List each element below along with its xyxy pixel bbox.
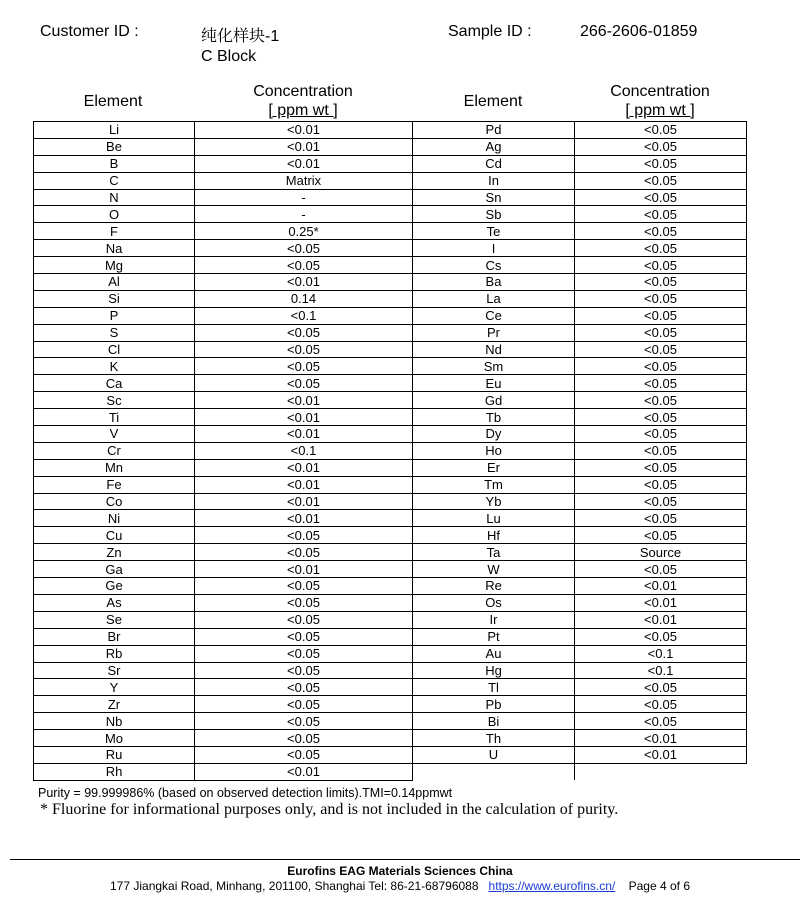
element-cell: Sn xyxy=(413,189,575,206)
concentration-cell: <0.05 xyxy=(575,206,747,223)
element-cell: Co xyxy=(34,493,195,510)
element-cell: Ho xyxy=(413,442,575,459)
concentration-cell: <0.05 xyxy=(575,240,747,257)
purity-statement: Purity = 99.999986% (based on observed detection limits).TMI=0.14ppmwt xyxy=(38,786,453,800)
concentration-cell: - xyxy=(195,206,413,223)
concentration-cell: <0.01 xyxy=(195,493,413,510)
concentration-cell: <0.05 xyxy=(195,679,413,696)
element-cell: Br xyxy=(34,628,195,645)
concentration-cell: <0.05 xyxy=(195,257,413,274)
element-cell: Pr xyxy=(413,324,575,341)
concentration-cell: <0.05 xyxy=(575,172,747,189)
table-row xyxy=(34,645,747,662)
element-cell: Lu xyxy=(413,510,575,527)
table-row xyxy=(34,290,747,307)
element-cell: Cd xyxy=(413,155,575,172)
element-cell: Cl xyxy=(34,341,195,358)
customer-id-label: Customer ID : xyxy=(40,23,139,40)
table-row xyxy=(34,138,747,155)
table-row xyxy=(34,628,747,645)
concentration-cell: <0.05 xyxy=(195,662,413,679)
element-cell: Cu xyxy=(34,527,195,544)
concentration-cell: <0.05 xyxy=(195,628,413,645)
element-cell: Nb xyxy=(34,713,195,730)
concentration-cell: <0.05 xyxy=(575,561,747,578)
element-cell: K xyxy=(34,358,195,375)
element-cell: Cs xyxy=(413,257,575,274)
element-concentration-table xyxy=(33,121,747,781)
element-cell: Dy xyxy=(413,426,575,443)
concentration-cell: <0.05 xyxy=(195,713,413,730)
table-row xyxy=(34,578,747,595)
table-row xyxy=(34,510,747,527)
concentration-cell: <0.05 xyxy=(575,324,747,341)
element-cell: Sm xyxy=(413,358,575,375)
element-cell: Hg xyxy=(413,662,575,679)
element-cell: Ge xyxy=(34,578,195,595)
element-cell: As xyxy=(34,594,195,611)
element-cell: P xyxy=(34,307,195,324)
table-row xyxy=(34,611,747,628)
element-cell: Mg xyxy=(34,257,195,274)
concentration-cell: <0.05 xyxy=(195,611,413,628)
footer-divider xyxy=(10,859,800,860)
element-cell: Eu xyxy=(413,375,575,392)
table-row xyxy=(34,274,747,291)
element-cell: I xyxy=(413,240,575,257)
element-cell: Sb xyxy=(413,206,575,223)
concentration-cell: <0.05 xyxy=(575,459,747,476)
table-row xyxy=(34,594,747,611)
concentration-cell: <0.05 xyxy=(195,730,413,747)
concentration-cell: <0.05 xyxy=(195,696,413,713)
element-cell: Bi xyxy=(413,713,575,730)
concentration-cell: <0.01 xyxy=(575,611,747,628)
table-row xyxy=(34,679,747,696)
concentration-cell: <0.05 xyxy=(575,476,747,493)
concentration-cell: <0.05 xyxy=(575,290,747,307)
element-cell: V xyxy=(34,426,195,443)
concentration-cell: <0.1 xyxy=(195,442,413,459)
table-row xyxy=(34,172,747,189)
element-cell: C xyxy=(34,172,195,189)
element-cell: Ru xyxy=(34,746,195,763)
table-row xyxy=(34,746,747,763)
element-cell: Au xyxy=(413,645,575,662)
element-cell: Tb xyxy=(413,409,575,426)
concentration-cell: 0.14 xyxy=(195,290,413,307)
element-cell: W xyxy=(413,561,575,578)
concentration-cell: <0.01 xyxy=(195,763,413,780)
element-cell: Sr xyxy=(34,662,195,679)
table-row xyxy=(34,307,747,324)
concentration-cell: <0.05 xyxy=(575,122,747,139)
element-cell: F xyxy=(34,223,195,240)
element-cell: Hf xyxy=(413,527,575,544)
element-cell: N xyxy=(34,189,195,206)
concentration-cell: - xyxy=(195,189,413,206)
element-cell: Pd xyxy=(413,122,575,139)
column-header-concentration-left xyxy=(194,82,412,120)
element-cell: Mo xyxy=(34,730,195,747)
concentration-cell: <0.01 xyxy=(575,578,747,595)
concentration-cell: <0.01 xyxy=(195,409,413,426)
element-cell: Rh xyxy=(34,763,195,780)
concentration-cell: <0.05 xyxy=(575,274,747,291)
concentration-cell: <0.01 xyxy=(575,594,747,611)
element-cell: Y xyxy=(34,679,195,696)
concentration-cell: <0.05 xyxy=(575,713,747,730)
concentration-cell: <0.01 xyxy=(575,730,747,747)
table-row xyxy=(34,189,747,206)
concentration-cell: <0.05 xyxy=(575,223,747,240)
concentration-cell: <0.01 xyxy=(195,155,413,172)
element-cell: Li xyxy=(34,122,195,139)
element-cell: Ir xyxy=(413,611,575,628)
concentration-cell: <0.05 xyxy=(575,493,747,510)
concentration-cell: <0.05 xyxy=(195,645,413,662)
element-cell: Cr xyxy=(34,442,195,459)
customer-id-value: 纯化样块-1 xyxy=(201,28,280,45)
table-row xyxy=(34,713,747,730)
element-cell: Pb xyxy=(413,696,575,713)
concentration-cell: <0.01 xyxy=(195,476,413,493)
table-row xyxy=(34,375,747,392)
footer-line xyxy=(0,879,800,893)
element-cell: S xyxy=(34,324,195,341)
concentration-cell: <0.05 xyxy=(195,358,413,375)
table-row xyxy=(34,122,747,139)
table-row xyxy=(34,459,747,476)
concentration-cell: <0.1 xyxy=(575,662,747,679)
table-row xyxy=(34,561,747,578)
concentration-cell: <0.05 xyxy=(195,544,413,561)
element-cell: Ga xyxy=(34,561,195,578)
concentration-cell: <0.05 xyxy=(575,189,747,206)
footer-page-number: Page 4 of 6 xyxy=(628,879,690,893)
table-row xyxy=(34,223,747,240)
concentration-cell: <0.05 xyxy=(195,594,413,611)
concentration-cell: <0.05 xyxy=(575,696,747,713)
concentration-cell: <0.05 xyxy=(575,138,747,155)
table-body xyxy=(34,122,747,781)
element-cell: Yb xyxy=(413,493,575,510)
concentration-cell xyxy=(575,763,747,780)
concentration-cell: <0.01 xyxy=(195,561,413,578)
concentration-cell: <0.05 xyxy=(195,240,413,257)
table-row xyxy=(34,476,747,493)
column-header-concentration-label: Concentration xyxy=(253,83,353,100)
table-row xyxy=(34,324,747,341)
table-row xyxy=(34,763,747,780)
column-header-concentration-right xyxy=(574,82,746,120)
element-cell: Re xyxy=(413,578,575,595)
concentration-cell: <0.05 xyxy=(575,155,747,172)
element-cell: Zr xyxy=(34,696,195,713)
concentration-cell: <0.05 xyxy=(575,358,747,375)
table-row xyxy=(34,206,747,223)
element-cell: B xyxy=(34,155,195,172)
footer-address: 177 Jiangkai Road, Minhang, 201100, Shanghai Tel: 86-21-68796088 xyxy=(110,879,479,893)
element-cell: Os xyxy=(413,594,575,611)
concentration-cell: <0.05 xyxy=(575,341,747,358)
element-cell: Si xyxy=(34,290,195,307)
column-header-concentration-label: Concentration xyxy=(610,83,710,100)
table-row xyxy=(34,662,747,679)
column-header-element-left: Element xyxy=(83,93,143,110)
element-cell: Te xyxy=(413,223,575,240)
sample-id-label: Sample ID : xyxy=(448,23,532,40)
footer-website-link[interactable]: https://www.eurofins.cn/ xyxy=(488,879,616,893)
concentration-cell: <0.05 xyxy=(575,510,747,527)
concentration-cell: <0.01 xyxy=(195,510,413,527)
element-cell: Ni xyxy=(34,510,195,527)
concentration-cell: <0.01 xyxy=(575,746,747,763)
column-header-element-right: Element xyxy=(463,93,523,110)
element-cell: Sc xyxy=(34,392,195,409)
table-row xyxy=(34,257,747,274)
concentration-cell: Source xyxy=(575,544,747,561)
table-row xyxy=(34,426,747,443)
column-header-unit: [ ppm wt ] xyxy=(625,102,695,119)
fluorine-footnote: * Fluorine for informational purposes only, and is not included in the calculation of purity. xyxy=(40,801,619,818)
table-row xyxy=(34,392,747,409)
concentration-cell: <0.05 xyxy=(195,375,413,392)
table-row xyxy=(34,493,747,510)
column-header-unit: [ ppm wt ] xyxy=(268,102,338,119)
concentration-cell: 0.25* xyxy=(195,223,413,240)
element-cell: Gd xyxy=(413,392,575,409)
element-cell: In xyxy=(413,172,575,189)
table-row xyxy=(34,544,747,561)
table-row xyxy=(34,442,747,459)
concentration-cell: <0.05 xyxy=(195,746,413,763)
element-cell: Rb xyxy=(34,645,195,662)
concentration-cell: Matrix xyxy=(195,172,413,189)
element-cell: Nd xyxy=(413,341,575,358)
concentration-cell: <0.05 xyxy=(195,527,413,544)
concentration-cell: <0.05 xyxy=(575,392,747,409)
table-row xyxy=(34,527,747,544)
table-row xyxy=(34,409,747,426)
element-cell: Ca xyxy=(34,375,195,392)
table-row xyxy=(34,155,747,172)
element-cell: Fe xyxy=(34,476,195,493)
concentration-cell: <0.01 xyxy=(195,274,413,291)
concentration-cell: <0.1 xyxy=(195,307,413,324)
concentration-cell: <0.05 xyxy=(195,578,413,595)
element-cell: Tl xyxy=(413,679,575,696)
element-cell: Ba xyxy=(413,274,575,291)
element-cell: Al xyxy=(34,274,195,291)
concentration-cell: <0.05 xyxy=(575,257,747,274)
element-cell xyxy=(413,763,575,780)
footer-company: Eurofins EAG Materials Sciences China xyxy=(287,864,513,878)
element-cell: Tm xyxy=(413,476,575,493)
concentration-cell: <0.1 xyxy=(575,645,747,662)
table-row xyxy=(34,240,747,257)
element-cell: Ce xyxy=(413,307,575,324)
concentration-cell: <0.05 xyxy=(575,426,747,443)
concentration-cell: <0.05 xyxy=(195,324,413,341)
concentration-cell: <0.05 xyxy=(575,409,747,426)
element-cell: Be xyxy=(34,138,195,155)
table-row xyxy=(34,358,747,375)
concentration-cell: <0.05 xyxy=(575,527,747,544)
table-row xyxy=(34,341,747,358)
concentration-cell: <0.05 xyxy=(575,375,747,392)
concentration-cell: <0.05 xyxy=(575,628,747,645)
concentration-cell: <0.05 xyxy=(575,307,747,324)
sample-id-value: 266-2606-01859 xyxy=(580,23,698,40)
concentration-cell: <0.01 xyxy=(195,122,413,139)
element-cell: Th xyxy=(413,730,575,747)
element-cell: Ti xyxy=(34,409,195,426)
table-row xyxy=(34,696,747,713)
concentration-cell: <0.01 xyxy=(195,138,413,155)
table-row xyxy=(34,730,747,747)
concentration-cell: <0.05 xyxy=(195,341,413,358)
element-cell: Zn xyxy=(34,544,195,561)
element-cell: Pt xyxy=(413,628,575,645)
element-cell: Ag xyxy=(413,138,575,155)
customer-id-value-line2: C Block xyxy=(201,48,257,65)
element-cell: U xyxy=(413,746,575,763)
concentration-cell: <0.01 xyxy=(195,459,413,476)
element-cell: Mn xyxy=(34,459,195,476)
element-cell: Se xyxy=(34,611,195,628)
concentration-cell: <0.01 xyxy=(195,392,413,409)
concentration-cell: <0.05 xyxy=(575,679,747,696)
element-cell: Ta xyxy=(413,544,575,561)
element-cell: Er xyxy=(413,459,575,476)
element-cell: La xyxy=(413,290,575,307)
element-cell: Na xyxy=(34,240,195,257)
concentration-cell: <0.05 xyxy=(575,442,747,459)
element-cell: O xyxy=(34,206,195,223)
concentration-cell: <0.01 xyxy=(195,426,413,443)
